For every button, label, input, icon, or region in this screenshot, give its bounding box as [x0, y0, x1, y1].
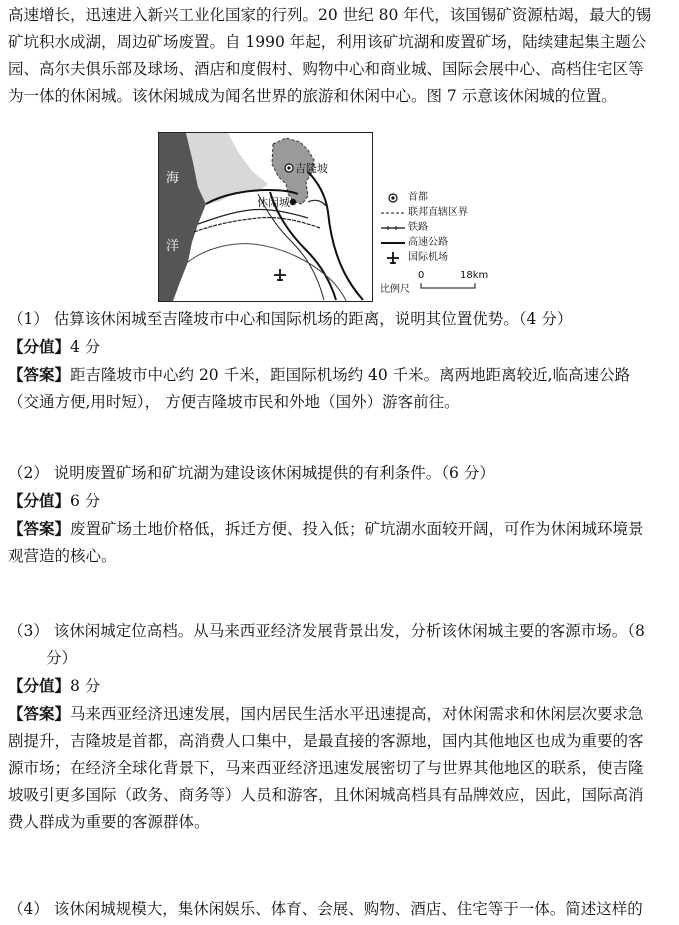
intro-line: 矿坑积水成湖，周边矿场废置。自 1990 年起，利用该矿坑湖和废置矿场，陆续建起集主题公	[8, 33, 647, 51]
scale-bar	[380, 270, 489, 295]
question-4	[8, 896, 668, 923]
legend-item	[378, 235, 498, 250]
score-tag: 【分值】	[8, 676, 71, 695]
intro-paragraph	[8, 2, 668, 110]
score-line	[8, 672, 668, 700]
score-line	[8, 333, 668, 361]
answer-text: 费人群成为重要的客源群体。	[8, 813, 210, 831]
question-2	[8, 460, 668, 570]
answer-text: 观营造的核心。	[8, 547, 117, 565]
legend-label: 高速公路	[408, 237, 448, 248]
sea-label: 洋	[166, 239, 180, 254]
scale-label: 比例尺	[380, 284, 410, 295]
answer-text: 源市场；在经济全球化背景下，马来西亚经济迅速发展密切了与世界其他地区的联系，使吉隆	[8, 759, 644, 777]
answer-tag: 【答案】	[8, 704, 71, 723]
question-text: （1） 估算该休闲城至吉隆坡市中心和国际机场的距离，说明其位置优势。（4 分）	[8, 310, 573, 328]
legend-label: 首都	[408, 192, 428, 203]
legend-label: 铁路	[408, 222, 428, 233]
intro-line: 高速增长，迅速进入新兴工业化国家的行列。20 世纪 80 年代，该国锡矿资源枯竭，最大的锡	[8, 6, 652, 24]
legend-item	[378, 205, 498, 220]
capital-icon-dot	[287, 166, 290, 169]
answer-text: 马来西亚经济迅速发展，国内居民生活水平迅速提高，对休闲需求和休闲层次要求急	[70, 705, 644, 723]
answer-text: 距吉隆坡市中心约 20 千米，距国际机场约 40 千米。离两地距离较近,临高速公路	[70, 366, 631, 384]
capital-icon	[387, 192, 399, 204]
question-text: 分）	[46, 649, 78, 667]
question-text: （2） 说明废置矿场和矿坑湖为建设该休闲城提供的有利条件。（6 分）	[8, 464, 495, 482]
railway-line-icon	[380, 225, 406, 231]
answer-line	[8, 700, 668, 728]
leisure-city-marker	[290, 199, 296, 205]
answer-line	[8, 515, 668, 543]
map-legend	[378, 190, 498, 265]
answer-line	[8, 361, 668, 389]
score-value: 4 分	[70, 338, 101, 356]
question-text: （3） 该休闲城定位高档。从马来西亚经济发展背景出发，分析该休闲城主要的客源市场。（8	[8, 622, 645, 640]
score-line	[8, 487, 668, 515]
scale-distance: 18km	[460, 270, 489, 281]
legend-item	[378, 190, 498, 205]
airport-icon	[386, 251, 400, 265]
question-text: （4） 该休闲城规模大，集休闲娱乐、体育、会展、购物、酒店、住宅等于一体。简述这样的	[8, 900, 643, 918]
score-tag: 【分值】	[8, 337, 71, 356]
intro-line: 园、高尔夫俱乐部及球场、酒店和度假村、购物中心和商业城、国际会展中心、高档住宅区等	[8, 60, 644, 78]
boundary-line-icon	[380, 210, 406, 216]
scale-line	[420, 282, 478, 290]
legend-item	[378, 220, 498, 235]
question-3	[8, 618, 668, 836]
capital-label: 吉隆坡	[295, 162, 328, 175]
answer-text: 废置矿场土地价格低，拆迁方便、投入低；矿坑湖水面较开阔，可作为休闲城环境景	[70, 520, 644, 538]
scale-zero: 0	[418, 270, 425, 281]
score-tag: 【分值】	[8, 491, 71, 510]
answer-tag: 【答案】	[8, 519, 71, 538]
score-value: 8 分	[70, 677, 101, 695]
answer-text: 剧提升，吉隆坡是首都，高消费人口集中，是最直接的客源地，国内其他地区也成为重要的客	[8, 732, 644, 750]
highway-line-icon	[380, 240, 406, 246]
question-1	[8, 306, 668, 416]
legend-item	[378, 250, 498, 265]
intro-line: 为一体的休闲城。该休闲城成为闻名世界的旅游和休闲中心。图 7 示意该休闲城的位置。	[8, 87, 617, 105]
legend-label: 联邦直辖区界	[408, 207, 468, 218]
answer-tag: 【答案】	[8, 365, 71, 384]
leisure-city-label: 休闲城	[257, 196, 290, 209]
answer-text: 坡吸引更多国际（政务、商务等）人员和游客，且休闲城高档具有品牌效应，因此，国际高消	[8, 786, 644, 804]
legend-label: 国际机场	[408, 252, 448, 263]
answer-text: （交通方便,用时短）， 方便吉隆坡市民和外地（国外）游客前往。	[8, 393, 460, 411]
sea-label: 海	[166, 171, 180, 186]
score-value: 6 分	[70, 492, 101, 510]
